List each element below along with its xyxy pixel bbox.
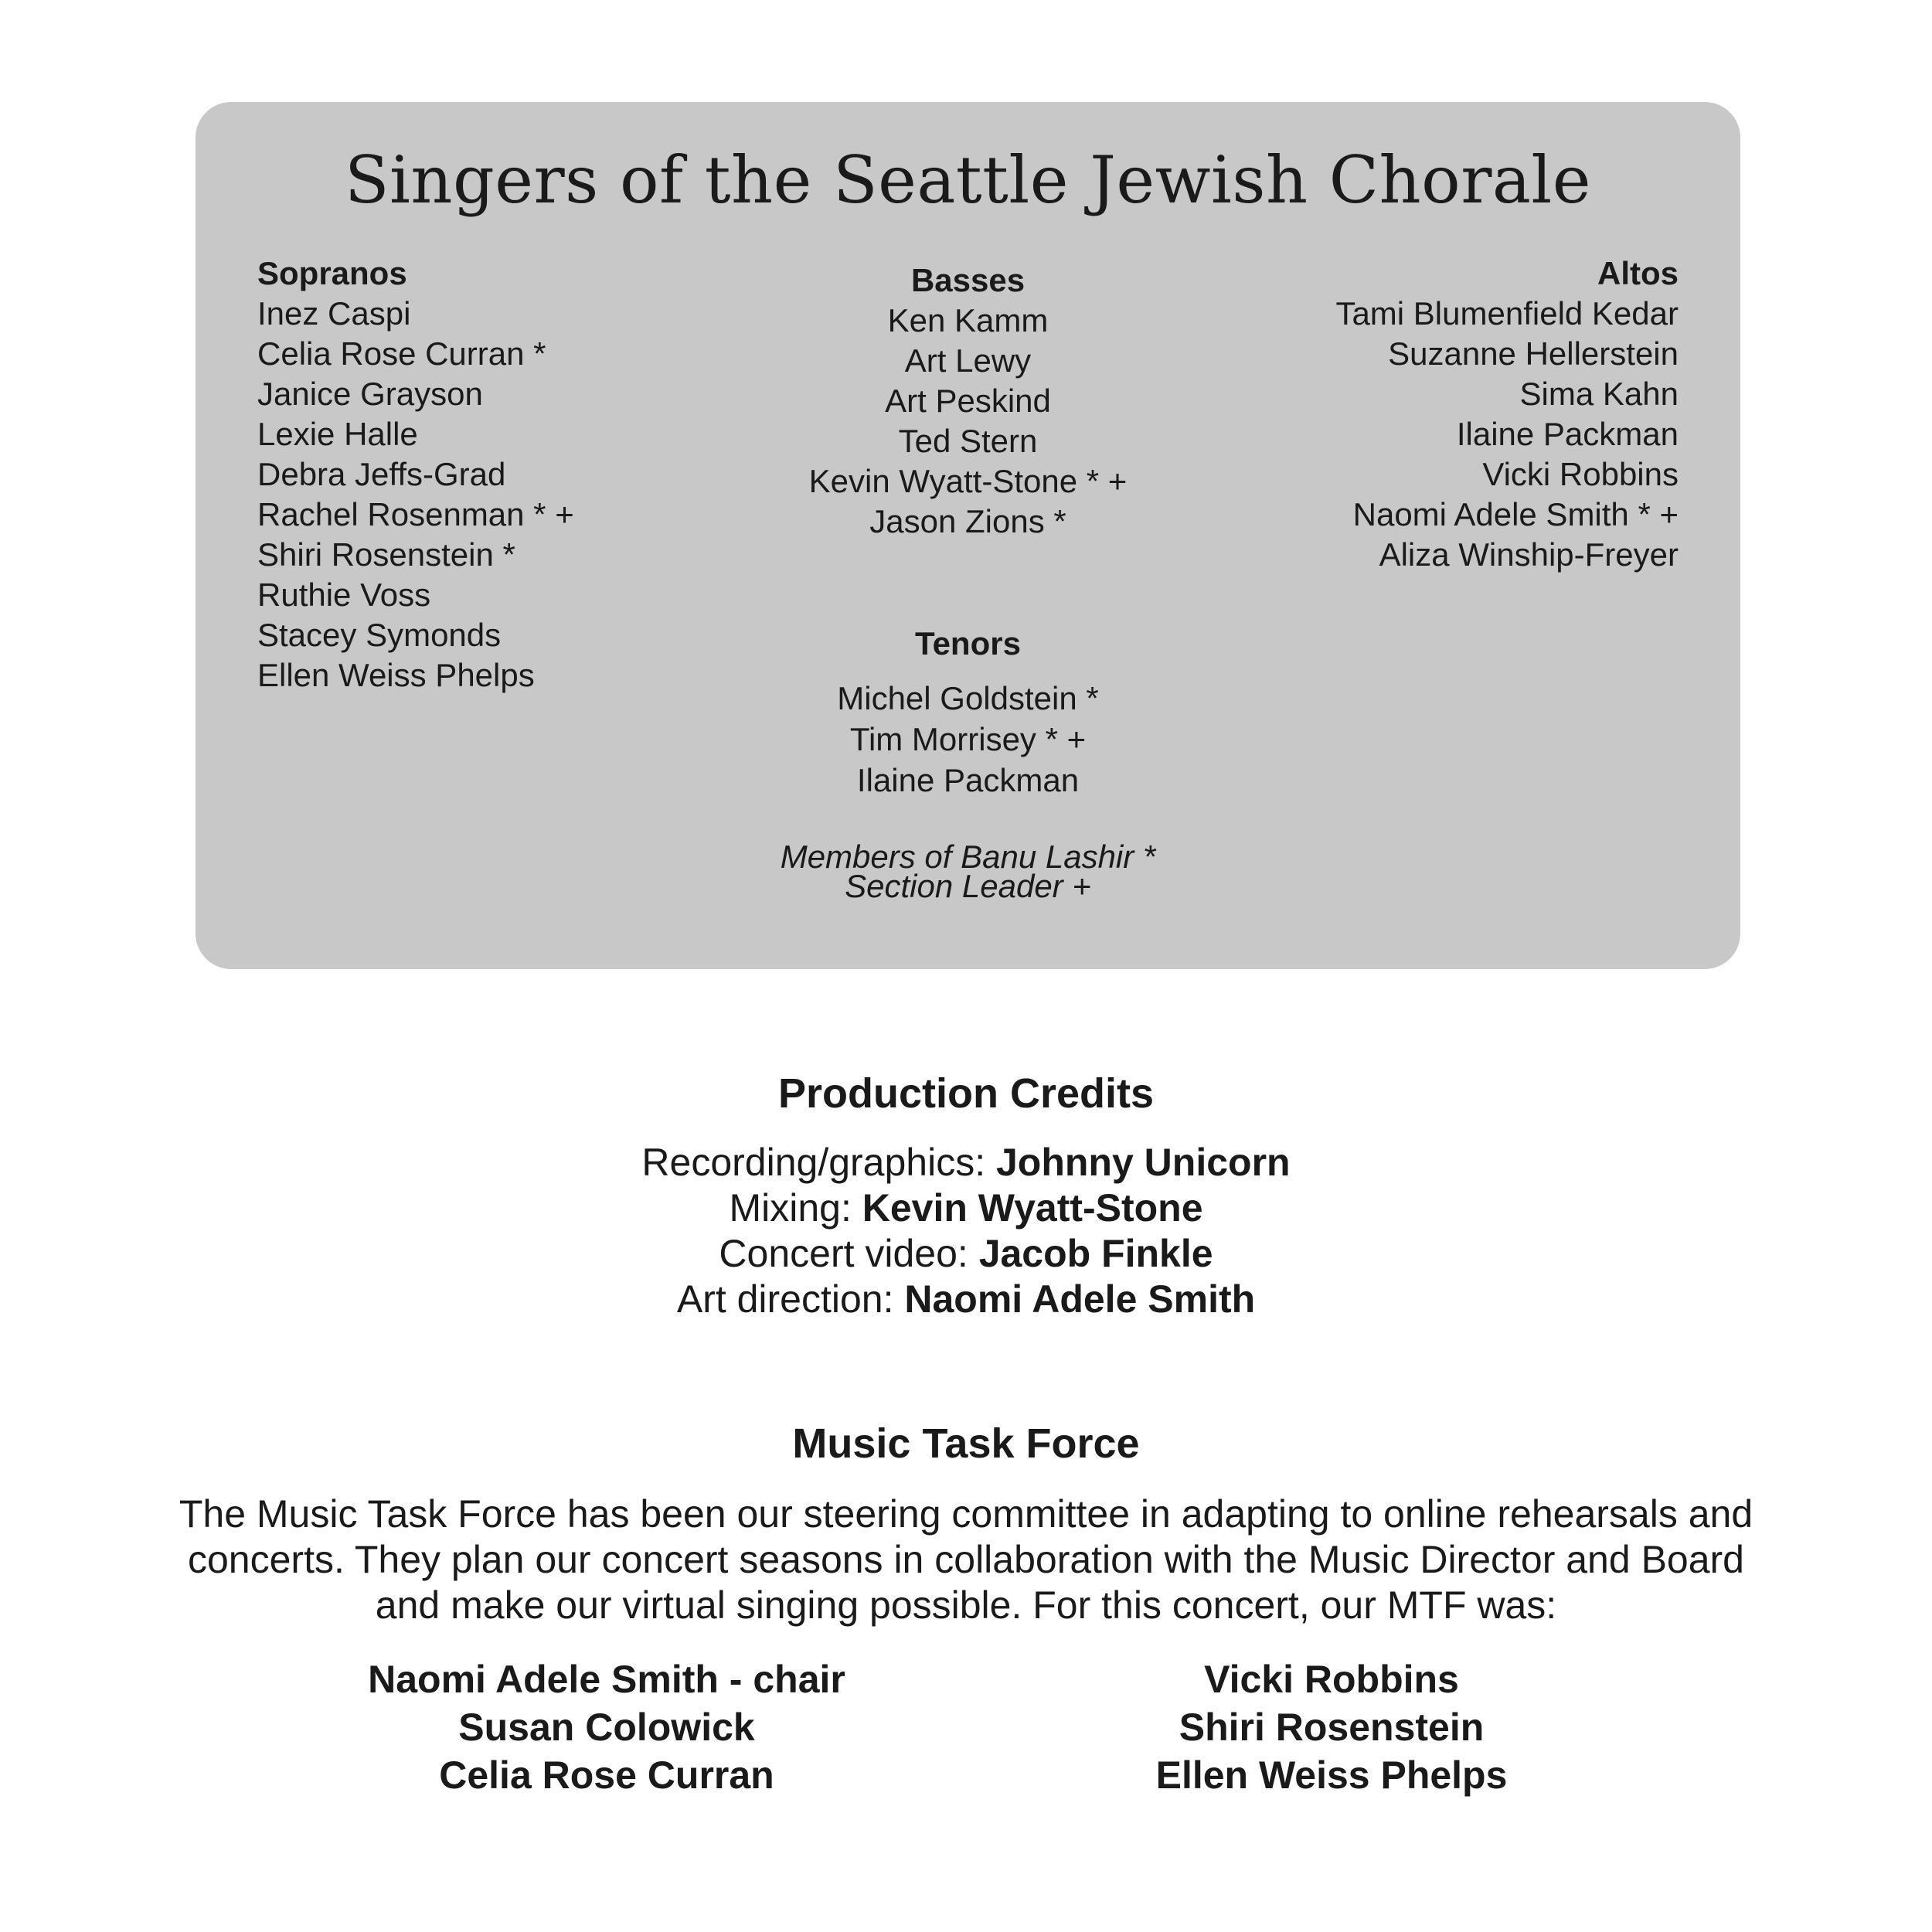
list-item: Ted Stern xyxy=(898,423,1038,459)
list-item: Ilaine Packman xyxy=(856,762,1080,798)
credit-recording-graphics xyxy=(0,1140,1932,1185)
sopranos-heading: Sopranos xyxy=(257,255,407,291)
list-item: Debra Jeffs-Grad xyxy=(257,456,506,492)
mtf-members-left xyxy=(298,1655,916,1799)
mtf-members-right xyxy=(1022,1655,1641,1799)
tenors-section xyxy=(196,624,1740,801)
roster-legend xyxy=(196,838,1740,904)
credit-art-direction xyxy=(0,1277,1932,1322)
altos-section xyxy=(1335,253,1679,575)
singers-roster-panel xyxy=(196,102,1740,969)
credit-mixing xyxy=(0,1185,1932,1231)
list-item: Vicki Robbins xyxy=(1204,1658,1459,1701)
list-item: Lexie Halle xyxy=(257,416,418,452)
tenors-list xyxy=(196,678,1740,801)
list-item: Susan Colowick xyxy=(458,1706,755,1749)
banu-lashir-legend: Members of Banu Lashir * xyxy=(780,838,1156,875)
credit-name: Kevin Wyatt-Stone xyxy=(862,1186,1203,1230)
list-item: Kevin Wyatt-Stone * + xyxy=(808,463,1128,499)
roster-title: Singers of the Seattle Jewish Chorale xyxy=(344,142,1592,218)
credit-role: Concert video: xyxy=(719,1232,979,1275)
list-item: Shiri Rosenstein xyxy=(1179,1706,1485,1749)
list-item: Naomi Adele Smith - chair xyxy=(368,1658,845,1701)
credit-name: Naomi Adele Smith xyxy=(904,1277,1256,1321)
credit-name: Johnny Unicorn xyxy=(996,1141,1291,1184)
list-item: Vicki Robbins xyxy=(1482,456,1679,492)
list-item: Aliza Winship-Freyer xyxy=(1379,536,1679,573)
list-item: Celia Rose Curran xyxy=(439,1753,774,1797)
list-item: Stacey Symonds xyxy=(257,617,502,653)
list-item: Janice Grayson xyxy=(257,376,483,412)
music-task-force-description: The Music Task Force has been our steering committee in adapting to online rehearsals and concerts. They plan our concert seasons in collaboration with the Music Director and Board and make our virtual singing possible. For this concert, our MTF was: xyxy=(179,1492,1753,1627)
list-item: Jason Zions * xyxy=(869,503,1066,539)
music-task-force-section xyxy=(0,1413,1932,1628)
list-item: Rachel Rosenman * + xyxy=(257,496,574,532)
list-item: Tim Morrisey * + xyxy=(849,721,1087,757)
credit-name: Jacob Finkle xyxy=(978,1232,1213,1275)
list-item: Art Lewy xyxy=(904,342,1032,379)
list-item: Ken Kamm xyxy=(887,302,1049,338)
basses-heading: Basses xyxy=(910,262,1026,298)
altos-list xyxy=(1335,294,1679,575)
list-item: Inez Caspi xyxy=(257,295,411,332)
list-item: Suzanne Hellerstein xyxy=(1388,335,1679,372)
list-item: Art Peskind xyxy=(885,383,1051,419)
credit-concert-video xyxy=(0,1231,1932,1277)
list-item: Ilaine Packman xyxy=(1456,416,1679,452)
list-item: Naomi Adele Smith * + xyxy=(1352,496,1679,532)
section-leader-legend: Section Leader + xyxy=(845,868,1091,904)
list-item: Ellen Weiss Phelps xyxy=(257,657,535,693)
music-task-force-heading: Music Task Force xyxy=(792,1420,1140,1467)
list-item: Sima Kahn xyxy=(1519,376,1679,412)
list-item: Shiri Rosenstein * xyxy=(257,536,515,573)
list-item: Tami Blumenfield Kedar xyxy=(1335,295,1679,332)
credit-role: Mixing: xyxy=(729,1186,862,1230)
tenors-heading: Tenors xyxy=(915,625,1021,662)
list-item: Michel Goldstein * xyxy=(837,680,1099,716)
list-item: Celia Rose Curran * xyxy=(257,335,546,372)
list-item: Ellen Weiss Phelps xyxy=(1155,1753,1508,1797)
altos-heading: Altos xyxy=(1597,255,1679,291)
production-credits-section xyxy=(0,1063,1932,1322)
production-credits-heading: Production Credits xyxy=(777,1070,1155,1117)
list-item: Ruthie Voss xyxy=(257,577,431,613)
credit-role: Art direction: xyxy=(676,1277,905,1321)
credit-role: Recording/graphics: xyxy=(641,1141,996,1184)
